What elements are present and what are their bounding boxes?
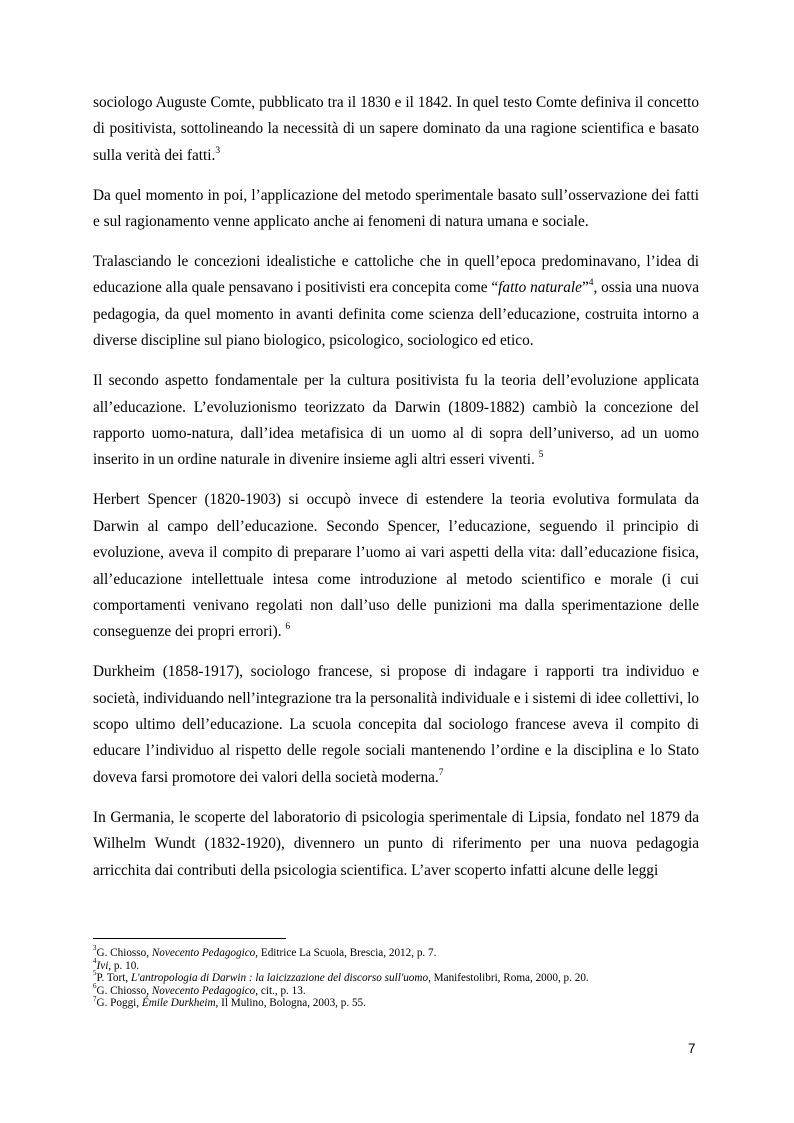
footnote-number: 7 xyxy=(93,994,97,1003)
footnote-number: 3 xyxy=(93,944,97,953)
footnote-ref: 7 xyxy=(438,767,444,778)
footnote-text: , Editrice La Scuola, Brescia, 2012, p. 7. xyxy=(255,947,437,959)
footnotes xyxy=(93,938,713,1010)
paragraph-text: sociologo Auguste Comte, pubblicato tra il 1830 e il 1842. In quel testo Comte definiva il concetto di positivista, sottolineando la necessità di un sapere dominato da una ragione scientifica e basato sulla verità dei fatti. xyxy=(93,94,699,164)
page-number: 7 xyxy=(688,1041,696,1056)
paragraph-text: Tralasciando le concezioni idealistiche e cattoliche che in quell’epoca predominavano, l’idea di educazione alla quale pensavano i positivisti era concepita come “ xyxy=(93,253,699,297)
footnote-4 xyxy=(93,956,713,973)
footnote-ref: 5 xyxy=(538,450,544,461)
footnote-text: p. 10. xyxy=(111,959,140,972)
footnote-ref: 3 xyxy=(215,145,221,156)
paragraph-pedagogia xyxy=(93,249,699,355)
italic-phrase: fatto naturale xyxy=(498,279,582,297)
footnote-number: 4 xyxy=(93,956,97,965)
footnote-5 xyxy=(93,969,713,985)
footnote-ref: 4 xyxy=(588,278,594,289)
footnote-text: G. Chiosso, xyxy=(96,984,152,997)
paragraph-text: Da quel momento in poi, l’applicazione del metodo sperimentale basato sull’osservazione dei fatti e sul ragionamento venne applicato anche ai fenomeni di natura umana e sociale. xyxy=(93,186,699,231)
paragraph-germania xyxy=(93,805,699,884)
footnote-title: Novecento Pedagogico xyxy=(151,984,256,997)
footnote-text: P. Tort, xyxy=(96,972,131,985)
paragraph-comte xyxy=(93,90,699,169)
footnote-number: 5 xyxy=(93,969,97,978)
footnote-separator xyxy=(93,938,286,939)
footnote-title: Novecento Pedagogico xyxy=(151,947,256,959)
paragraph-text: In Germania, le scoperte del laboratorio di psicologia sperimentale di Lipsia, fondato nel 1879 da Wilhelm Wundt (1832-1920), divennero un punto di riferimento per una nuova pedagogia arricchita dai contributi della psicologia scientifica. L’aver scoperto infatti alcune delle leggi xyxy=(93,808,699,879)
footnote-text: , Il Mulino, Bologna, 2003, p. 55. xyxy=(215,997,366,1010)
paragraph-durkheim xyxy=(93,659,699,791)
paragraph-text: Il secondo aspetto fondamentale per la cultura positivista fu la teoria dell’evoluzione applicata all’educazione. L’evoluzionismo teorizzato da Darwin (1809-1882) cambiò la concezione del rapporto uomo-natura, dall’idea metafisica di un uomo al di sopra dell’universo, ad un uomo inserito in un ordine naturale in divenire insieme agli altri esseri viventi. xyxy=(93,372,699,469)
paragraph-text: Herbert Spencer (1820-1903) si occupò invece di estendere la teoria evolutiva formulata da Darwin al campo dell’educazione. Secondo Spencer, l’educazione, seguendo il principio di evoluzione, aveva il compito di preparare l’uomo ai vari aspetti della vita: dall’educazione fisica, all’educazione intellettuale intesa come introduzione al metodo scientifico e morale (i cui comportamenti venivano regolati non dall’uso delle punizioni ma dalla sperimentazione delle conseguenze dei propri errori). xyxy=(93,491,699,641)
paragraph-text: , ossia una nuova pedagogia, da quel momento in avanti definita come scienza dell’educazione, costruita intorno a diverse discipline sul piano biologico, psicologico, sociologico ed etico. xyxy=(93,279,699,350)
paragraph-spencer xyxy=(93,487,699,645)
footnote-title: Ivi, xyxy=(96,959,112,972)
footnote-text: G. Chiosso, xyxy=(96,947,152,959)
document-body xyxy=(93,90,699,897)
footnote-text: , Manifestolibri, Roma, 2000, p. 20. xyxy=(428,972,589,985)
paragraph-metodo xyxy=(93,183,699,236)
footnote-ref: 6 xyxy=(285,622,291,633)
footnote-title: L'antropologia di Darwin : la laicizzazione del discorso sull'uomo xyxy=(130,972,429,985)
footnote-7 xyxy=(93,994,713,1010)
paragraph-darwin xyxy=(93,368,699,474)
footnote-title: Émile Durkheim xyxy=(141,997,216,1010)
footnote-text: , cit., p. 13. xyxy=(255,984,306,997)
paragraph-text: Durkheim (1858-1917), sociologo francese, si propose di indagare i rapporti tra individuo e società, individuando nell’integrazione tra la personalità individuale e i sistemi di idee collettivi, lo scopo ultimo dell’educazione. La scuola concepita dal sociologo francese aveva il compito di educare l’individuo al rispetto delle regole sociali mantenendo l’ordine e la disciplina e lo Stato doveva farsi promotore dei valori della società moderna. xyxy=(93,663,699,786)
footnote-6 xyxy=(93,982,713,998)
footnote-number: 6 xyxy=(93,982,97,991)
footnote-text: G. Poggi, xyxy=(96,997,142,1010)
close-quote: ” xyxy=(581,279,589,297)
footnote-3 xyxy=(93,944,713,960)
